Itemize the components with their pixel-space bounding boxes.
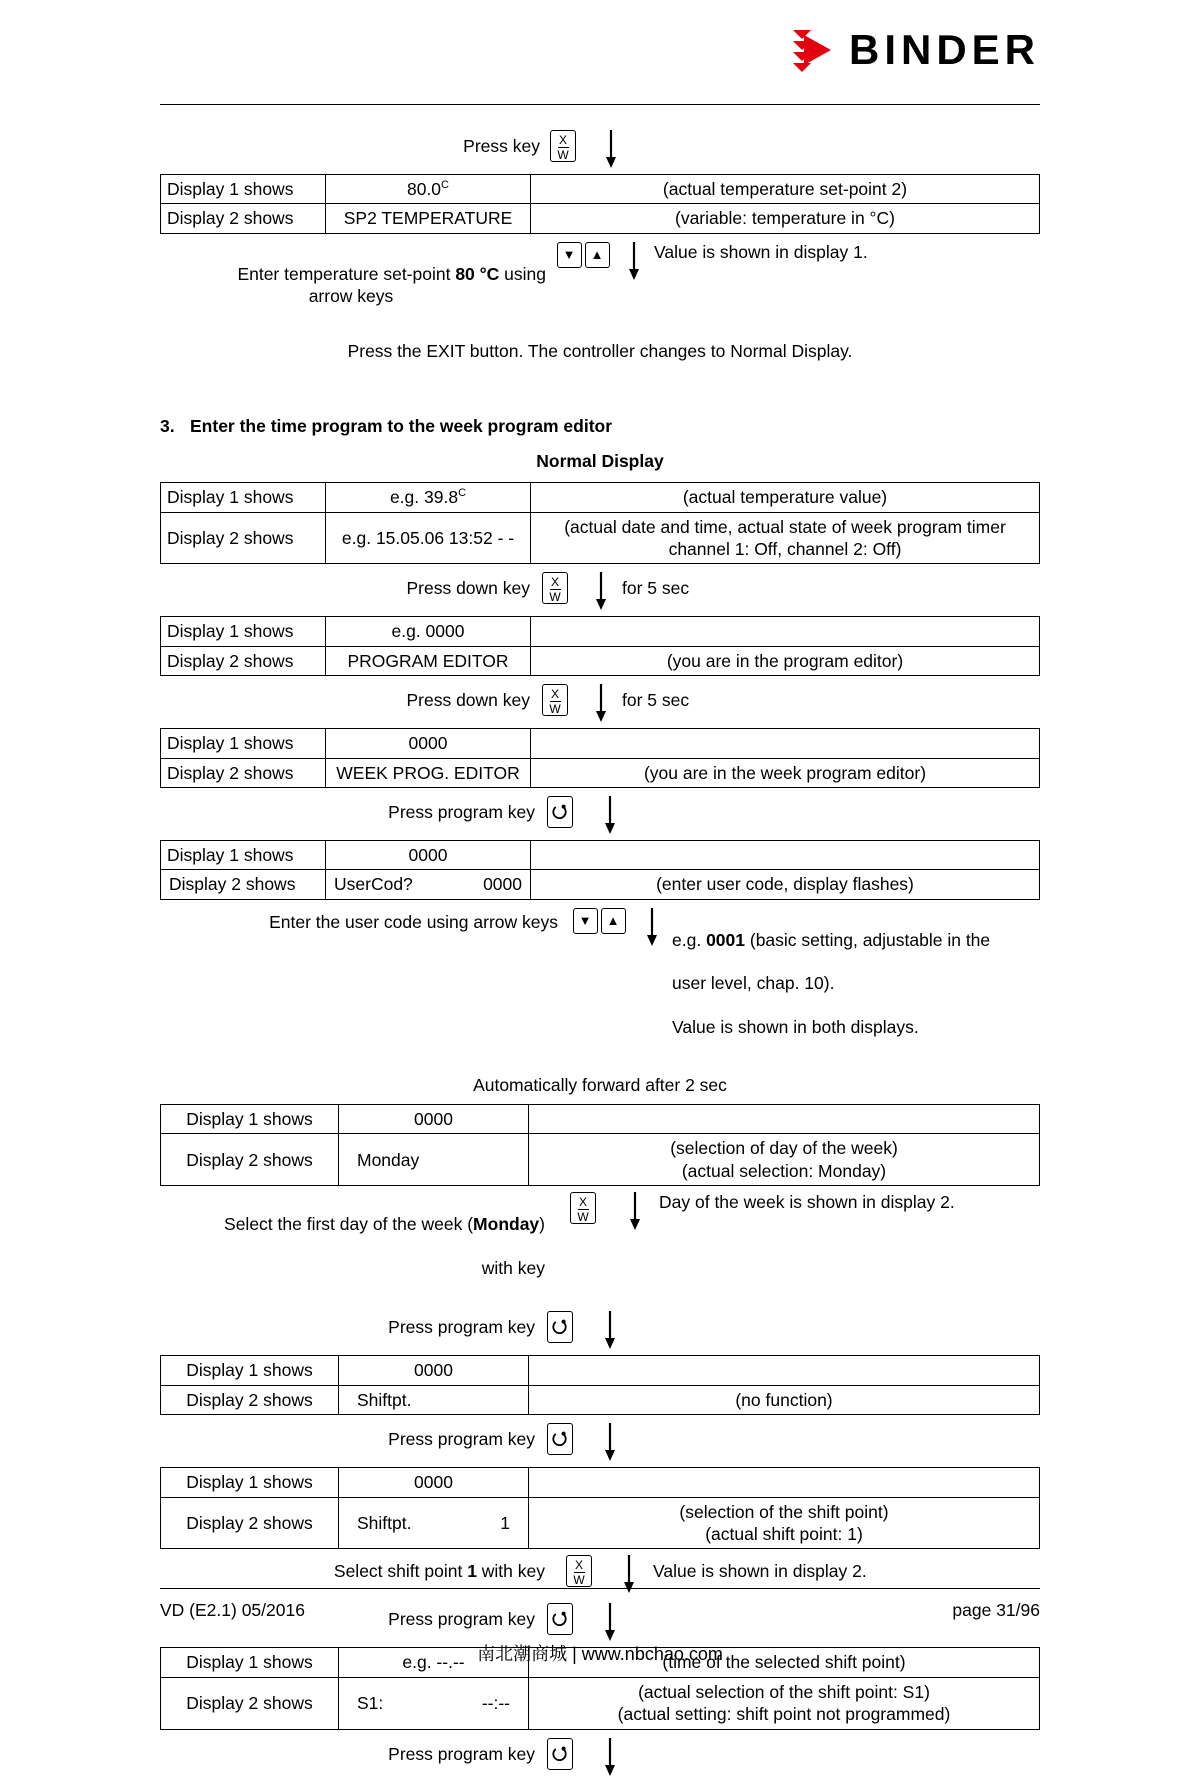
row-note-line2: (actual selection: Monday) [681, 1160, 887, 1181]
note-value: 0001 [706, 929, 745, 950]
row-label: Display 2 shows [161, 646, 326, 675]
xw-key-bottom-label: W [549, 702, 561, 717]
row-note: (enter user code, display flashes) [531, 870, 1040, 899]
row-value: e.g. --.-- [339, 1648, 529, 1677]
select-sp-pre: Select shift point [333, 1561, 468, 1582]
page-content [160, 130, 1040, 1776]
row-value: Monday [339, 1134, 529, 1186]
day-shown-note: Day of the week is shown in display 2. [659, 1192, 955, 1213]
row-note [529, 1104, 1040, 1133]
row-value: 0000 [339, 1104, 529, 1133]
table-row [161, 758, 1040, 787]
user-code-notes [672, 908, 990, 1061]
row-note-line1: (actual selection of the shift point: S1) [638, 1681, 930, 1702]
value-display-1-note: Value is shown in display 1. [654, 241, 868, 262]
row-value [326, 483, 531, 512]
row-note-line2: (actual setting: shift point not programmed) [617, 1704, 951, 1725]
table-row [161, 841, 1040, 870]
row-label: Display 2 shows [169, 874, 296, 895]
program-key-icon[interactable] [547, 1738, 573, 1770]
row-value: WEEK PROG. EDITOR [326, 758, 531, 787]
down-arrow-key-icon[interactable]: ▼ [573, 908, 598, 934]
flow-arrow-icon [594, 684, 608, 722]
xw-key-icon[interactable] [542, 572, 568, 604]
row-label: Display 2 shows [161, 1134, 339, 1186]
row-value-left: UserCod? [334, 874, 413, 895]
row-value-split [161, 870, 326, 899]
table-row [161, 1134, 1040, 1186]
step-press-key [160, 130, 1040, 168]
table-week-program-editor [160, 728, 1040, 788]
enter-user-code-label: Enter the user code using arrow keys [269, 911, 558, 932]
program-key-icon[interactable] [547, 1311, 573, 1343]
header-divider [160, 104, 1040, 105]
xw-key-top-label: X [550, 575, 559, 590]
row-value: 0000 [339, 1468, 529, 1497]
row-note [529, 1497, 1040, 1549]
table-shiftpt-no-function [160, 1355, 1040, 1415]
select-sp-value: 1 [467, 1561, 477, 1582]
table-setpoint2 [160, 174, 1040, 234]
row-label: Display 2 shows [161, 758, 326, 787]
section-3-heading [160, 416, 1040, 437]
row-note: (time of the selected shift point) [529, 1648, 1040, 1677]
xw-key-bottom-label: W [573, 1573, 585, 1588]
arrow-keys-label: arrow keys [308, 285, 394, 306]
select-shift-point-label [315, 1555, 545, 1587]
press-program-key-label: Press program key [388, 1429, 535, 1450]
step-press-program-key-3 [160, 1423, 1040, 1461]
row-value [326, 870, 531, 899]
row-value: 0000 [326, 729, 531, 758]
row-note [531, 512, 1040, 564]
flow-arrow-icon [603, 1738, 617, 1776]
flow-arrow-icon [604, 130, 618, 168]
for-5-sec-label: for 5 sec [622, 578, 690, 599]
table-row [161, 1677, 1040, 1729]
user-code-note-line2: user level, chap. 10). [672, 973, 835, 994]
table-row [161, 1468, 1040, 1497]
xw-key-bottom-label: W [557, 148, 569, 162]
step-enter-user-code [160, 908, 1040, 1061]
row-note [531, 841, 1040, 870]
step-enter-setpoint [160, 242, 1040, 330]
value-display-2-note: Value is shown in display 2. [653, 1561, 867, 1582]
row-label: Display 1 shows [161, 1648, 339, 1677]
table-row [161, 870, 1040, 899]
brand-name: BINDER [848, 26, 1040, 73]
table-normal-display [160, 482, 1040, 564]
page-header [0, 0, 1200, 108]
row-value: PROGRAM EDITOR [326, 646, 531, 675]
up-arrow-key-icon[interactable]: ▲ [601, 908, 626, 934]
row-note-line2: channel 1: Off, channel 2: Off) [668, 539, 902, 560]
row-label: Display 2 shows [161, 1385, 339, 1414]
enter-setpoint-post: using [499, 263, 546, 284]
row-value-right: 0000 [483, 874, 522, 895]
for-5-sec-label: for 5 sec [622, 690, 690, 711]
page-footer [160, 1600, 1040, 1621]
xw-key-top-label: X [574, 1558, 583, 1573]
table-program-editor [160, 616, 1040, 676]
row-value [326, 175, 531, 204]
step-press-down-key-1 [160, 572, 1040, 610]
footer-document-id: VD (E2.1) 05/2016 [160, 1600, 305, 1620]
flow-arrow-icon [627, 242, 641, 280]
row-label: Display 2 shows [161, 1677, 339, 1729]
table-row [161, 1497, 1040, 1549]
enter-setpoint-pre: Enter temperature set-point [237, 263, 456, 284]
footer-watermark: 南北潮商城 | www.nbchao.com [477, 1644, 723, 1664]
flow-arrow-icon [594, 572, 608, 610]
program-key-icon[interactable] [547, 1423, 573, 1455]
xw-key-top-label: X [550, 687, 559, 702]
step-press-program-key-1 [160, 796, 1040, 834]
select-first-day-label [200, 1214, 545, 1236]
row-value: Shiftpt. [339, 1385, 529, 1414]
step-press-program-key-5 [160, 1738, 1040, 1776]
table-row [161, 646, 1040, 675]
step-press-program-key-2 [160, 1311, 1040, 1349]
row-label: Display 1 shows [161, 729, 326, 758]
row-value: SP2 TEMPERATURE [326, 204, 531, 233]
enter-setpoint-value: 80 °C [455, 263, 500, 284]
note-pre: e.g. [672, 929, 707, 950]
row-value: 0000 [339, 1356, 529, 1385]
xw-key-icon[interactable] [550, 130, 576, 162]
row-note [529, 1134, 1040, 1186]
row-value-left: S1: [357, 1693, 384, 1713]
program-key-icon[interactable] [547, 796, 573, 828]
press-program-key-label: Press program key [388, 1317, 535, 1338]
step-select-first-day [160, 1192, 1040, 1301]
table-row [161, 1385, 1040, 1414]
press-program-key-label: Press program key [388, 802, 535, 823]
row-note-line1: (selection of the shift point) [679, 1501, 889, 1522]
table-row [161, 175, 1040, 204]
step-press-down-key-2 [160, 684, 1040, 722]
binder-logo [791, 28, 1040, 72]
enter-setpoint-label [196, 242, 546, 330]
press-exit-note: Press the EXIT button. The controller changes to Normal Display. [347, 341, 853, 362]
up-arrow-key-icon[interactable]: ▲ [585, 242, 610, 268]
xw-key-top-label: X [578, 1195, 587, 1210]
row-value [339, 1677, 529, 1729]
flow-arrow-icon [603, 796, 617, 834]
section-number: 3. [160, 416, 175, 437]
row-note [531, 729, 1040, 758]
degree-sup: C [458, 487, 467, 500]
row-label: Display 1 shows [161, 1356, 339, 1385]
note-post: (basic setting, adjustable in the [745, 929, 991, 950]
row-note: (actual temperature value) [531, 483, 1040, 512]
down-arrow-key-icon[interactable]: ▼ [557, 242, 582, 268]
row-label: Display 2 shows [161, 1497, 339, 1549]
row-value: 0000 [326, 841, 531, 870]
row-value-text: 80.0 [406, 179, 442, 199]
section-title: Enter the time program to the week program editor [190, 416, 613, 437]
footer-page-number: page 31/96 [952, 1600, 1040, 1620]
row-value-right: 1 [500, 1512, 510, 1533]
row-value [339, 1497, 529, 1549]
row-note-line2: (actual shift point: 1) [705, 1524, 863, 1545]
press-down-key-label: Press down key [406, 578, 530, 599]
xw-key-icon[interactable] [542, 684, 568, 716]
row-label: Display 1 shows [161, 175, 326, 204]
row-note: (you are in the program editor) [531, 646, 1040, 675]
flow-arrow-icon [628, 1192, 642, 1230]
footer-divider [160, 1588, 1040, 1589]
row-note [531, 617, 1040, 646]
xw-key-icon[interactable] [566, 1555, 592, 1587]
row-label: Display 1 shows [161, 1104, 339, 1133]
binder-triangles-logo-icon [791, 28, 835, 72]
flow-arrow-icon [645, 908, 659, 946]
row-note: (you are in the week program editor) [531, 758, 1040, 787]
table-row [161, 204, 1040, 233]
row-label: Display 2 shows [161, 204, 326, 233]
flow-arrow-icon [603, 1423, 617, 1461]
row-value: e.g. 15.05.06 13:52 - - [326, 512, 531, 564]
table-row [161, 729, 1040, 758]
table-shiftpt-selection [160, 1467, 1040, 1549]
row-note: (no function) [529, 1385, 1040, 1414]
table-row [161, 483, 1040, 512]
select-day-pre: Select the first day of the week ( [224, 1213, 474, 1234]
select-day-post: ) [539, 1213, 545, 1234]
row-label: Display 1 shows [161, 617, 326, 646]
press-key-label: Press key [463, 136, 540, 156]
normal-display-heading: Normal Display [536, 451, 664, 472]
row-label: Display 1 shows [161, 483, 326, 512]
press-program-key-label: Press program key [388, 1743, 535, 1764]
row-value: e.g. 0000 [326, 617, 531, 646]
row-note: (actual temperature set-point 2) [531, 175, 1040, 204]
xw-key-bottom-label: W [577, 1210, 589, 1225]
select-sp-post: with key [476, 1561, 545, 1582]
xw-key-icon[interactable] [570, 1192, 596, 1224]
row-note [529, 1468, 1040, 1497]
table-row [161, 1104, 1040, 1133]
select-day-value: Monday [473, 1213, 540, 1234]
flow-arrow-icon [603, 1311, 617, 1349]
xw-key-bottom-label: W [549, 590, 561, 605]
row-note: (variable: temperature in °C) [531, 204, 1040, 233]
press-program-key-label: Press program key [388, 1609, 535, 1630]
table-day-selection [160, 1104, 1040, 1186]
row-value-right: --:-- [481, 1693, 510, 1713]
row-label: Display 1 shows [161, 1468, 339, 1497]
xw-key-top-label: X [558, 133, 567, 147]
row-value-left: Shiftpt. [357, 1512, 412, 1533]
table-row [161, 512, 1040, 564]
row-note-line1: (actual date and time, actual state of week program timer [564, 516, 1006, 537]
table-row [161, 617, 1040, 646]
row-note [529, 1677, 1040, 1729]
auto-forward-note: Automatically forward after 2 sec [473, 1074, 727, 1095]
row-note-line1: (selection of day of the week) [670, 1138, 898, 1159]
table-user-code [160, 840, 1040, 900]
row-value-text: e.g. 39.8 [389, 487, 459, 508]
row-label: Display 2 shows [161, 512, 326, 564]
row-note [529, 1356, 1040, 1385]
press-down-key-label: Press down key [406, 690, 530, 711]
user-code-note-line1 [672, 930, 990, 952]
table-row [161, 1356, 1040, 1385]
degree-sup: C [441, 179, 449, 192]
row-label: Display 1 shows [161, 841, 326, 870]
user-code-note-line3: Value is shown in both displays. [672, 1017, 919, 1038]
with-key-label: with key [481, 1257, 545, 1278]
